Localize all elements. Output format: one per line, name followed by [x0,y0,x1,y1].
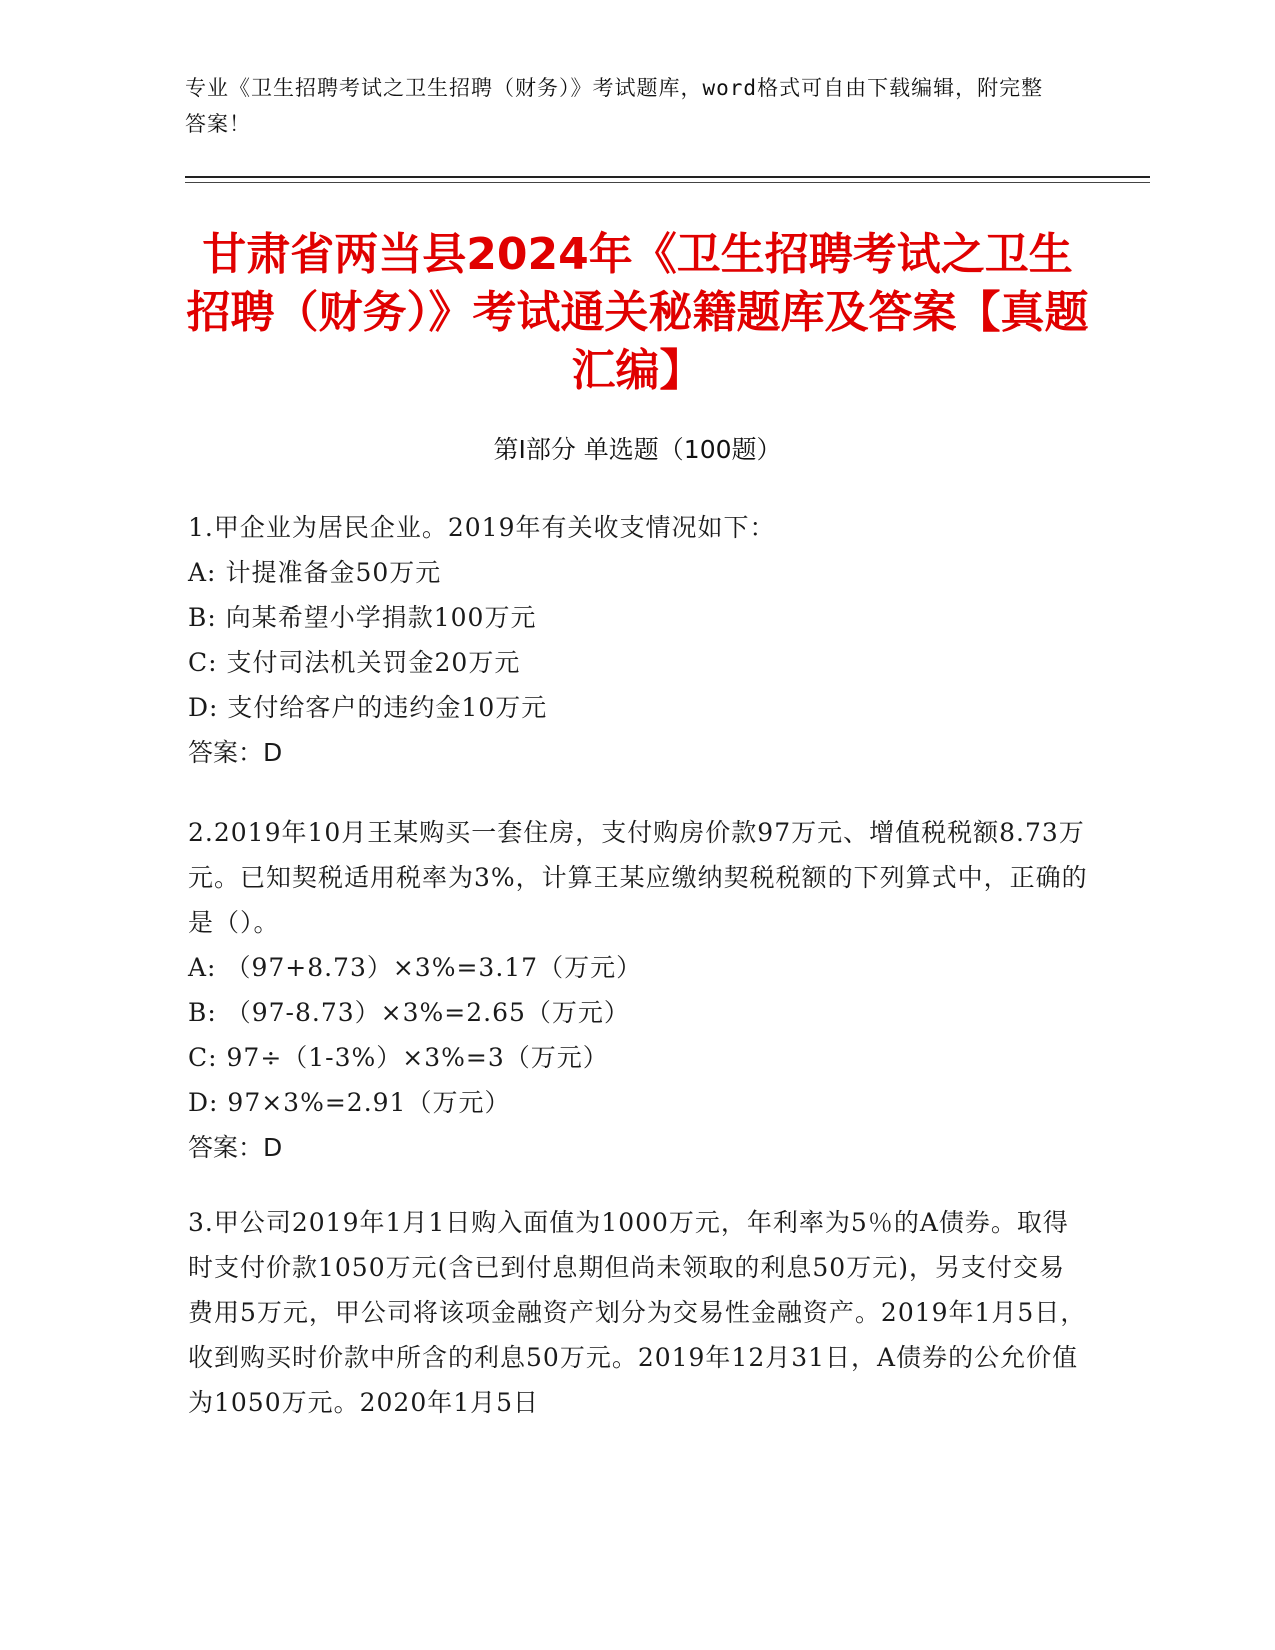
option-letter: A: [188,558,217,587]
answer-line: 答案：D [188,738,283,767]
option-d [188,685,1088,730]
option-text: 支付给客户的违约金10万元 [227,693,548,722]
question-stem: 3.甲公司2019年1月1日购入面值为1000万元，年利率为5％的A债券。取得时支付价款1050万元(含已到付息期但尚未领取的利息50万元)，另支付交易费用5万元，甲公司将该项金融资产划分为交易性金融资产。2019年1月5日，收到购买时价款中所含的利息50万元。2019年12月31日，A债券的公允价值为1050万元。2020年1月5日 [188,1208,1087,1417]
option-letter: A: [188,953,217,982]
option-a [188,945,1088,990]
question-1 [188,505,1088,775]
header-note: 专业《卫生招聘考试之卫生招聘（财务）》考试题库，word格式可自由下载编辑，附完整答案！ [185,76,1044,136]
document-title: 甘肃省两当县2024年《卫生招聘考试之卫生招聘（财务）》考试通关秘籍题库及答案【真题汇编】 [186,229,1089,396]
question-stem: 2.2019年10月王某购买一套住房，支付购房价款97万元、增值税税额8.73万元。已知契税适用税率为3%，计算王某应缴纳契税税额的下列算式中，正确的是（）。 [188,818,1088,937]
option-text: 计提准备金50万元 [225,558,442,587]
option-b [188,595,1088,640]
option-letter: B: [188,998,217,1027]
question-stem: 1.甲企业为居民企业。2019年有关收支情况如下： [188,513,776,542]
option-text: 97÷（1-3%）×3%=3（万元） [226,1043,609,1072]
header-divider-thick [185,176,1150,178]
option-c [188,1035,1088,1080]
option-letter: C: [188,648,218,677]
option-letter: C: [188,1043,218,1072]
option-letter: D: [188,1088,219,1117]
option-text: （97+8.73）×3%=3.17（万元） [225,953,643,982]
answer-line: 答案：D [188,1133,283,1162]
option-letter: B: [188,603,217,632]
option-a [188,550,1088,595]
option-letter: D: [188,693,219,722]
option-text: （97-8.73）×3%=2.65（万元） [225,998,630,1027]
option-b [188,990,1088,1035]
header-divider-thin [185,182,1150,183]
question-3 [188,1200,1088,1425]
section-heading: 第Ⅰ部分 单选题（100题） [493,435,782,464]
question-2 [188,810,1088,1170]
option-text: 支付司法机关罚金20万元 [226,648,521,677]
option-text: 向某希望小学捐款100万元 [225,603,537,632]
option-c [188,640,1088,685]
option-text: 97×3%=2.91（万元） [227,1088,511,1117]
option-d [188,1080,1088,1125]
